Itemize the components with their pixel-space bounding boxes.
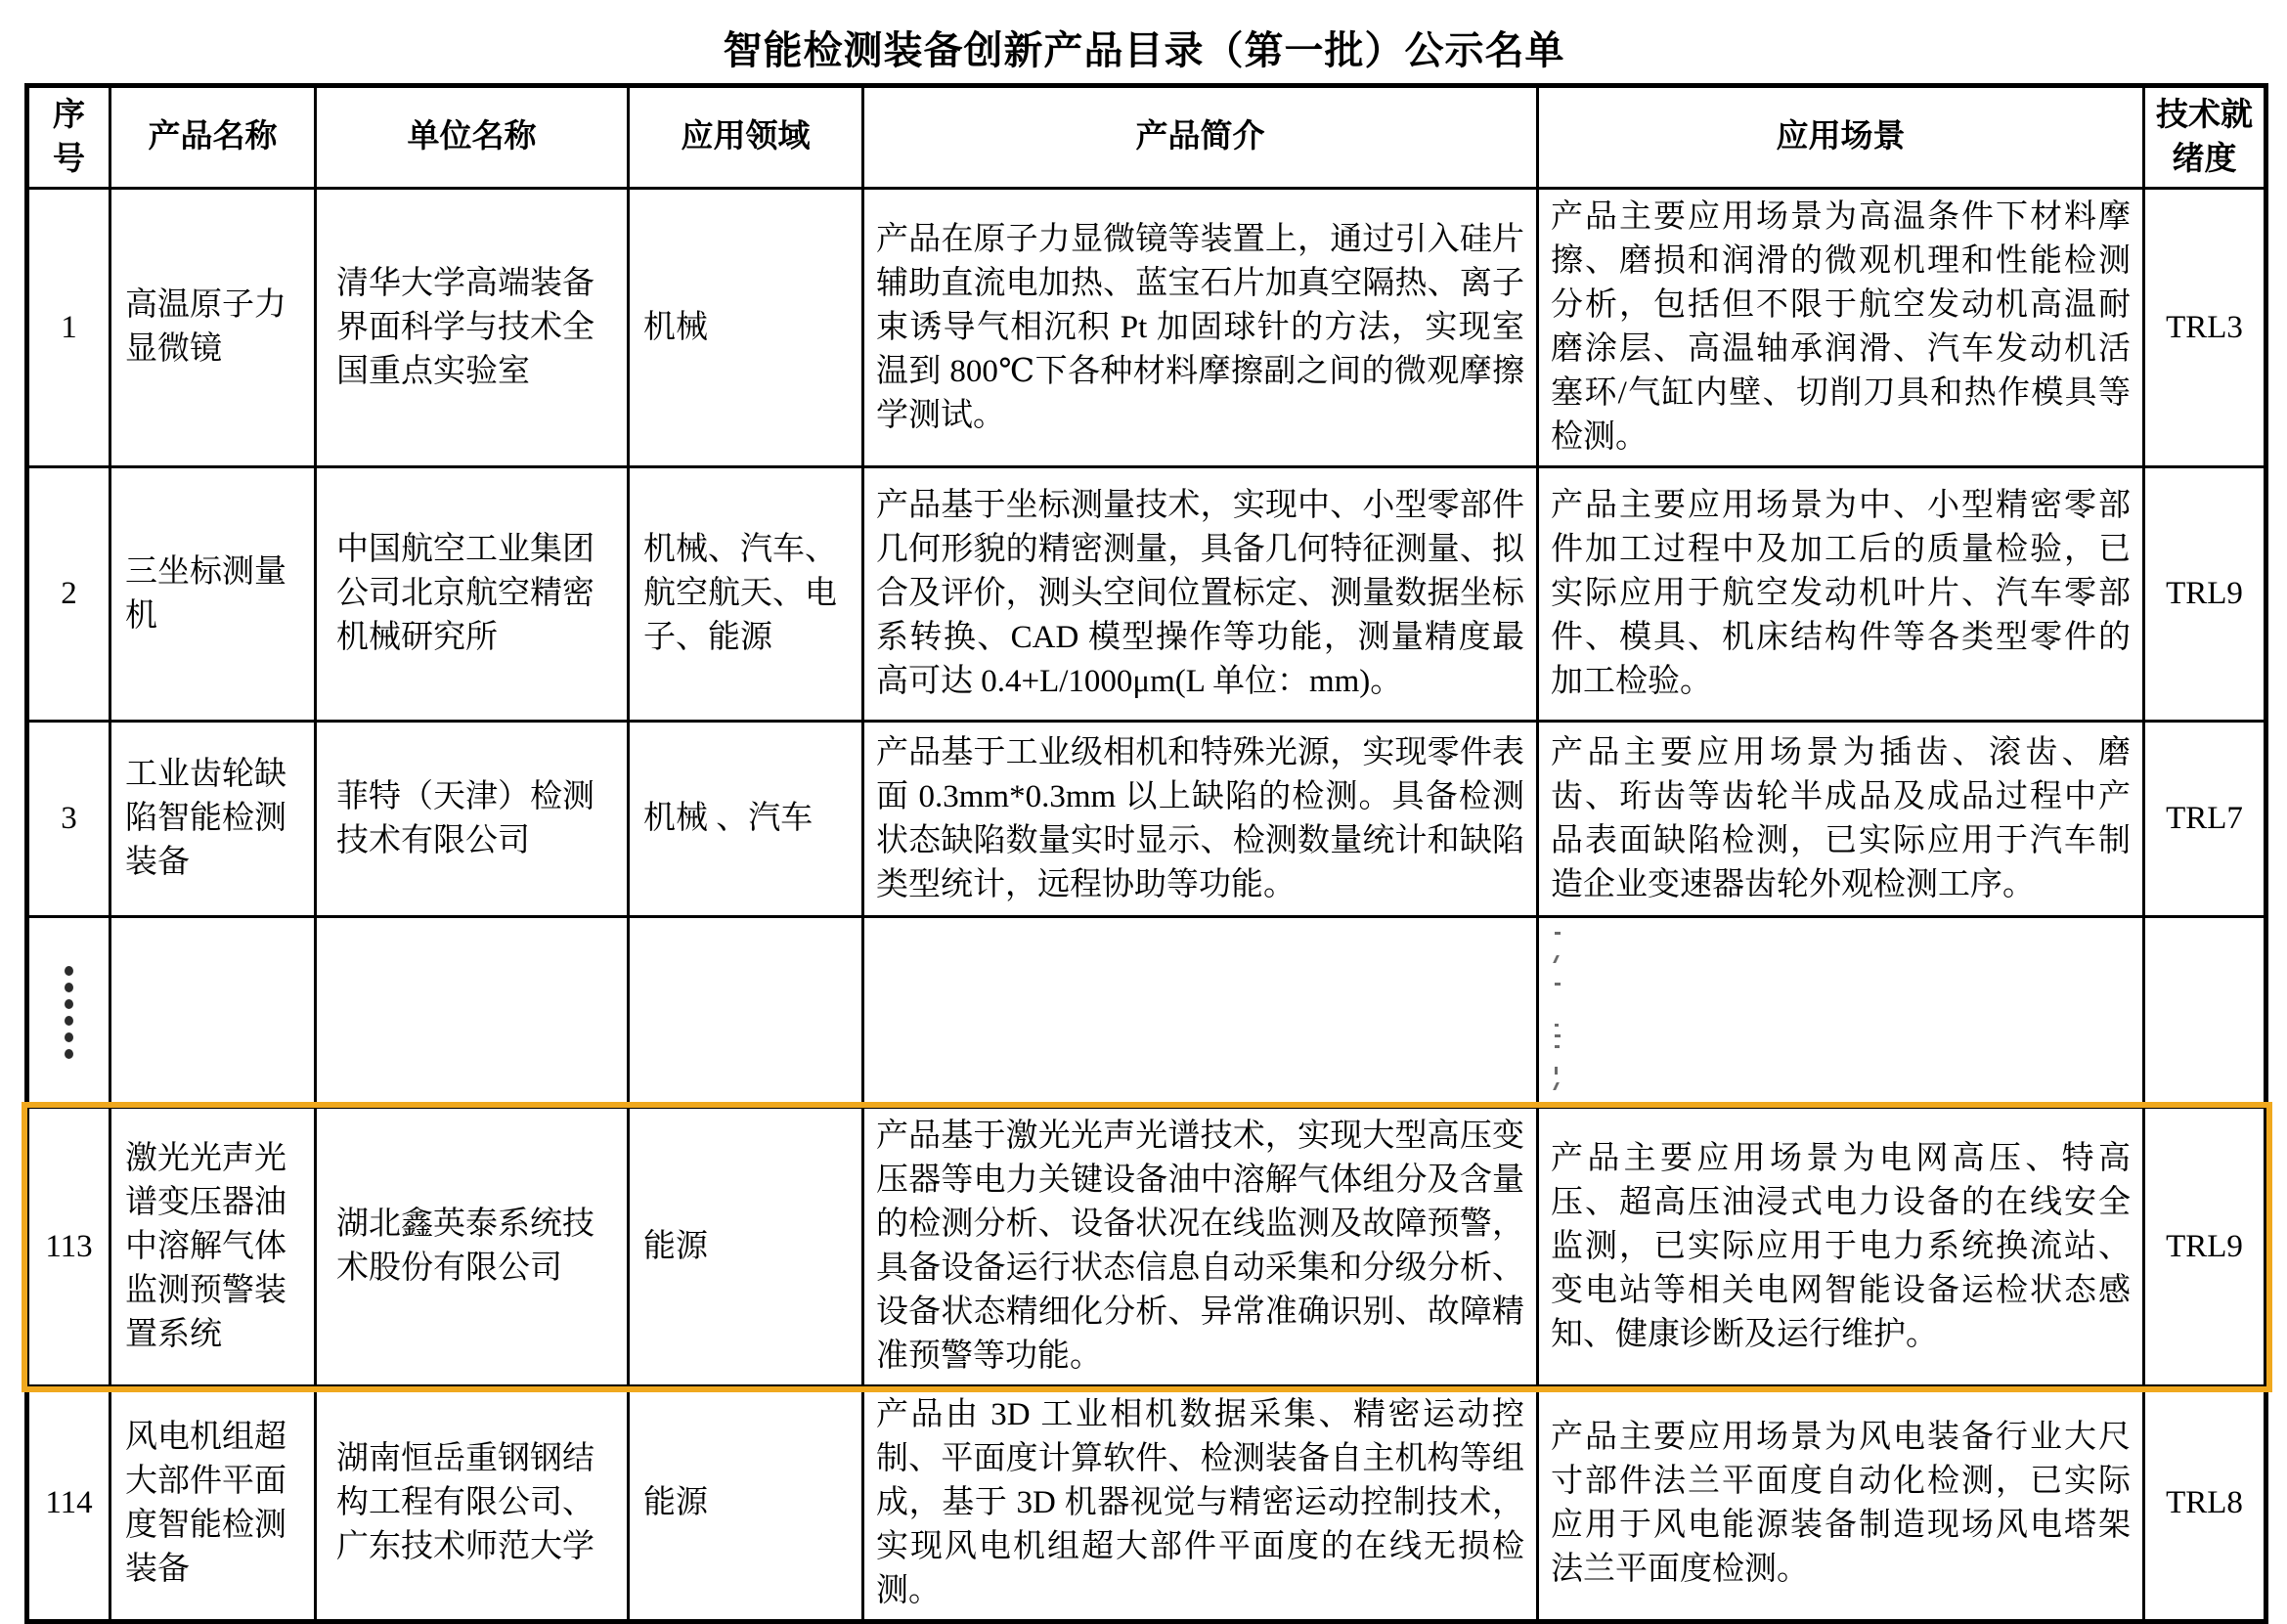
cell-org: 清华大学高端装备界面科学与技术全国重点实验室	[316, 189, 629, 467]
cell-intro: 产品基于工业级相机和特殊光源，实现零件表面 0.3mm*0.3mm 以上缺陷的检测。具备检测状态缺陷数量实时显示、检测数量统计和缺陷类型统计，远程协助等功能。	[863, 722, 1538, 917]
ellipsis-row	[27, 917, 2266, 1108]
cell-product: 风电机组超大部件平面度智能检测装备	[110, 1386, 316, 1622]
scan-artifact	[1555, 983, 1561, 986]
scan-artifact	[1553, 955, 1560, 963]
product-catalog-table	[24, 83, 2268, 1624]
header-product: 产品名称	[110, 86, 316, 189]
scan-artifact	[1553, 1082, 1560, 1090]
header-field: 应用领域	[629, 86, 863, 189]
cell-trl: TRL7	[2144, 722, 2266, 917]
scan-artifact	[1555, 1034, 1561, 1037]
cell-org: 湖北鑫英泰系统技术股份有限公司	[316, 1108, 629, 1386]
cell-intro	[863, 917, 1538, 1108]
table-header-row	[27, 86, 2266, 189]
cell-seq: 113	[27, 1108, 110, 1386]
cell-intro: 产品基于坐标测量技术，实现中、小型零部件几何形貌的精密测量，具备几何特征测量、拟合及评价，测头空间位置标定、测量数据坐标系转换、CAD 模型操作等功能，测量精度最高可达 0.4+L/1000μm(L 单位：mm)。	[863, 467, 1538, 722]
cell-seq: 3	[27, 722, 110, 917]
table-row	[27, 189, 2266, 467]
cell-seq: 1	[27, 189, 110, 467]
scan-artifact	[1555, 1024, 1559, 1027]
cell-seq	[27, 917, 110, 1108]
cell-field: 机械 、汽车	[629, 722, 863, 917]
header-trl: 技术就绪度	[2144, 86, 2266, 189]
cell-org: 菲特（天津）检测技术有限公司	[316, 722, 629, 917]
cell-scenario: 产品主要应用场景为插齿、滚齿、磨齿、珩齿等齿轮半成品及成品过程中产品表面缺陷检测，已实际应用于汽车制造企业变速器齿轮外观检测工序。	[1538, 722, 2144, 917]
header-org: 单位名称	[316, 86, 629, 189]
cell-field: 机械	[629, 189, 863, 467]
cell-scenario	[1538, 917, 2144, 1108]
cell-trl: TRL9	[2144, 467, 2266, 722]
scan-artifact	[1555, 1045, 1560, 1048]
cell-scenario: 产品主要应用场景为中、小型精密零部件加工过程中及加工后的质量检验，已实际应用于航空发动机叶片、汽车零部件、模具、机床结构件等各类型零件的加工检验。	[1538, 467, 2144, 722]
table-row	[27, 467, 2266, 722]
cell-seq: 114	[27, 1386, 110, 1622]
cell-org: 中国航空工业集团公司北京航空精密机械研究所	[316, 467, 629, 722]
scan-artifact	[1555, 1067, 1558, 1075]
cell-product: 激光光声光谱变压器油中溶解气体监测预警装置系统	[110, 1108, 316, 1386]
cell-scenario: 产品主要应用场景为风电装备行业大尺寸部件法兰平面度自动化检测，已实际应用于风电能源装备制造现场风电塔架法兰平面度检测。	[1538, 1386, 2144, 1622]
cell-intro: 产品在原子力显微镜等装置上，通过引入硅片辅助直流电加热、蓝宝石片加真空隔热、离子束诱导气相沉积 Pt 加固球针的方法，实现室温到 800℃下各种材料摩擦副之间的微观摩擦学测试。	[863, 189, 1538, 467]
cell-intro: 产品基于激光光声光谱技术，实现大型高压变压器等电力关键设备油中溶解气体组分及含量的检测分析、设备状况在线监测及故障预警，具备设备运行状态信息自动采集和分级分析、设备状态精细化分析、异常准确识别、故障精准预警等功能。	[863, 1108, 1538, 1386]
cell-product	[110, 917, 316, 1108]
cell-trl: TRL3	[2144, 189, 2266, 467]
cell-scenario: 产品主要应用场景为电网高压、特高压、超高压油浸式电力设备的在线安全监测，已实际应用于电力系统换流站、变电站等相关电网智能设备运检状态感知、健康诊断及运行维护。	[1538, 1108, 2144, 1386]
vertical-ellipsis	[30, 966, 108, 1059]
header-intro: 产品简介	[863, 86, 1538, 189]
table-row	[27, 722, 2266, 917]
cell-product: 工业齿轮缺陷智能检测装备	[110, 722, 316, 917]
cell-field	[629, 917, 863, 1108]
page-title: 智能检测装备创新产品目录（第一批）公示名单	[723, 28, 1565, 72]
header-seq: 序号	[27, 86, 110, 189]
cell-product: 三坐标测量机	[110, 467, 316, 722]
cell-org: 湖南恒岳重钢钢结构工程有限公司、广东技术师范大学	[316, 1386, 629, 1622]
cell-seq: 2	[27, 467, 110, 722]
cell-field: 能源	[629, 1108, 863, 1386]
cell-product: 高温原子力显微镜	[110, 189, 316, 467]
cell-trl	[2144, 917, 2266, 1108]
header-scenario: 应用场景	[1538, 86, 2144, 189]
cell-scenario: 产品主要应用场景为高温条件下材料摩擦、磨损和润滑的微观机理和性能检测分析，包括但不限于航空发动机高温耐磨涂层、高温轴承润滑、汽车发动机活塞环/气缸内壁、切削刀具和热作模具等检测。	[1538, 189, 2144, 467]
cell-trl: TRL8	[2144, 1386, 2266, 1622]
table-row	[27, 1386, 2266, 1622]
row-113-highlighted	[27, 1108, 2266, 1386]
cell-field: 机械、汽车、航空航天、电子、能源	[629, 467, 863, 722]
cell-org	[316, 917, 629, 1108]
cell-intro: 产品由 3D 工业相机数据采集、精密运动控制、平面度计算软件、检测装备自主机构等组成，基于 3D 机器视觉与精密运动控制技术，实现风电机组超大部件平面度的在线无损检测。	[863, 1386, 1538, 1622]
cell-field: 能源	[629, 1386, 863, 1622]
cell-trl: TRL9	[2144, 1108, 2266, 1386]
scan-artifact	[1555, 932, 1561, 935]
